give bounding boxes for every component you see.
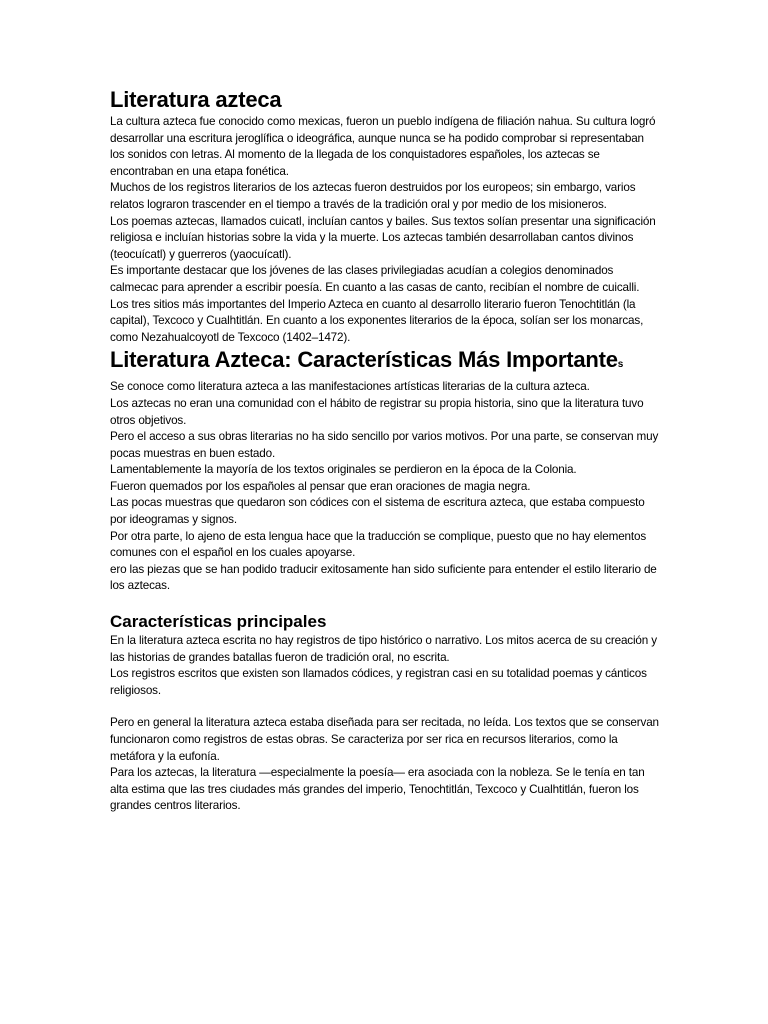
paragraph: Pero el acceso a sus obras literarias no ha sido sencillo por varios motivos. Por una parte, se conservan muy pocas muestras en buen estado. [110, 430, 659, 460]
paragraph: Lamentablemente la mayoría de los textos originales se perdieron en la época de la Colonia. [110, 463, 577, 477]
paragraph: Por otra parte, lo ajeno de esta lengua hace que la traducción se complique, puesto que no hay elementos comunes con el español en los cuales apoyarse. [110, 529, 647, 560]
section-title-caracteristicas-importantes [110, 346, 660, 379]
paragraph: Los aztecas no eran una comunidad con el hábito de registrar su propia historia, sino que la literatura tuvo otros objetivos. [110, 396, 644, 427]
paragraph: Muchos de los registros literarios de los aztecas fueron destruidos por los europeos; sin embargo, varios relatos lograron trascender en el tiempo a través de la tradición oral y por medio de los misioneros. [110, 181, 636, 211]
paragraph: Fueron quemados por los españoles al pensar que eran oraciones de magia negra. [110, 479, 531, 493]
paragraph: Los registros escritos que existen son llamados códices, y registran casi en su totalidad poemas y cánticos religiosos. [110, 667, 647, 697]
section-title-caracteristicas-principales: Características principales [110, 612, 327, 632]
section-title-text: Literatura Azteca: Características Más Importante [110, 347, 618, 373]
paragraph: Los poemas aztecas, llamados cuicatl, incluían cantos y bailes. Sus textos solían presentar una significación religiosa e incluían historias sobre la vida y la muerte. Los aztecas también desarrollaban cantos divinos (teocuícatl) y guerreros (yaocuícatl). [110, 214, 656, 261]
paragraph: Se conoce como literatura azteca a las manifestaciones artísticas literarias de la cultura azteca. [110, 380, 590, 394]
paragraph: La cultura azteca fue conocido como mexicas, fueron un pueblo indígena de filiación nahua. Su cultura logró desarrollar una escritura jeroglífica o ideográfica, aunque nunca se ha podido comprobar si representaban los sonidos con letras. Al momento de la llegada de los conquistadores españoles, los aztecas se encontraban en una etapa fonética. [110, 115, 656, 178]
paragraph: ero las piezas que se han podido traducir exitosamente han sido suficiente para entender el estilo literario de los aztecas. [110, 562, 657, 593]
section-title-literatura-azteca: Literatura azteca [110, 87, 282, 112]
paragraph: Para los aztecas, la literatura —especialmente la poesía— era asociada con la nobleza. Se le tenía en tan alta estima que las tres ciudades más grandes del imperio, Tenochtitlán, Texcoco y Cualhtitlán, fueron los grandes centros literarios. [110, 766, 645, 813]
section-title-suffix: s [617, 359, 624, 371]
paragraph: Las pocas muestras que quedaron son códices con el sistema de escritura azteca, que estaba compuesto por ideogramas y signos. [110, 496, 645, 527]
paragraph: Pero en general la literatura azteca estaba diseñada para ser recitada, no leída. Los textos que se conservan funcionaron como registros de estas obras. Se caracteriza por ser rica en recursos literarios, como la metáfora y la eufonía. [110, 716, 659, 763]
spacer [110, 595, 660, 611]
spacer [110, 699, 660, 715]
paragraph: En la literatura azteca escrita no hay registros de tipo histórico o narrativo. Los mitos acerca de su creación y las historias de grandes batallas fueron de tradición oral, no escrita. [110, 634, 657, 664]
paragraph: Es importante destacar que los jóvenes de las clases privilegiadas acudían a colegios denominados calmecac para aprender a escribir poesía. En cuanto a las casas de canto, recibían el nombre de cuicalli. [110, 264, 640, 294]
document-content [110, 86, 660, 815]
paragraph: Los tres sitios más importantes del Imperio Azteca en cuanto al desarrollo literario fueron Tenochtitlán (la capital), Texcoco y Cualhtitlán. En cuanto a los exponentes literarios de la época, solían ser los monarcas, como Nezahualcoyotl de Texcoco (1402–1472). [110, 297, 644, 344]
